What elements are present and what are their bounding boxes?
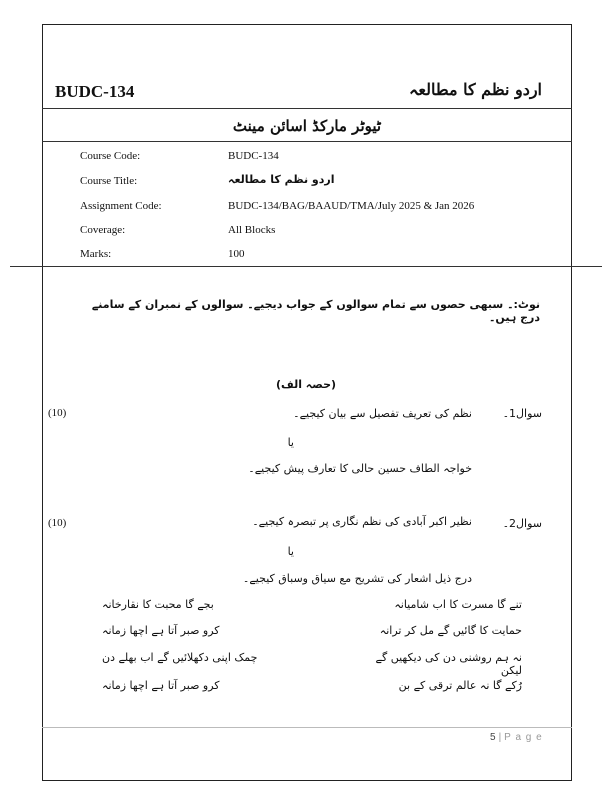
poem-line: کرو صبر آتا ہے اچھا زمانہ	[102, 679, 220, 692]
q1-marks: (10)	[48, 407, 67, 419]
poem-line: چمک اپنی دکھلائیں گے اب بھلے دن	[102, 651, 258, 664]
q1-text: نظم کی تعریف تفصیل سے بیان کیجیے۔	[293, 407, 472, 420]
assignment-code-value: BUDC-134/BAG/BAAUD/TMA/July 2025 & Jan 2026	[228, 200, 475, 212]
poem-couplet	[102, 598, 522, 618]
page-title: ٹیوٹر مارکڈ اسائن مینٹ	[232, 117, 382, 135]
header-course-title: اردو نظم کا مطالعہ	[409, 80, 542, 99]
q1-or: یا	[287, 436, 294, 449]
course-title-value: اردو نظم کا مطالعہ	[228, 173, 335, 186]
instructions-note: نوٹ:۔ سبھی حصوں سے تمام سوالوں کے جواب دیجیے۔ سوالوں کے نمبران کے سامنے درج ہیں۔	[91, 298, 540, 324]
q2-label: سوال2۔	[502, 517, 542, 530]
poem-line: بجے گا محبت کا نقارخانہ	[102, 598, 214, 611]
footer-divider	[42, 727, 572, 728]
poem-couplet	[102, 651, 522, 677]
footer-separator: |	[498, 732, 502, 743]
q2-text: نظیر اکبر آبادی کی نظم نگاری پر تبصرہ کیجیے۔	[252, 515, 472, 528]
page-word: P a g e	[504, 732, 543, 743]
header-course-code: BUDC-134	[55, 82, 135, 101]
coverage-label: Coverage:	[80, 224, 126, 236]
page-number: 5	[490, 732, 496, 743]
poem-couplet	[102, 679, 522, 699]
poem-line: کرو صبر آتا ہے اچھا زمانہ	[102, 624, 220, 637]
poem-line: نہ ہم روشنی دن کی دیکھیں گے لیکن	[375, 651, 522, 677]
coverage-value: All Blocks	[228, 224, 276, 236]
poem-couplet	[102, 624, 522, 644]
marks-label: Marks:	[80, 248, 112, 260]
poem-line: تنے گا مسرت کا اب شامیانہ	[394, 598, 522, 611]
q2-marks: (10)	[48, 517, 67, 529]
q2-or: یا	[287, 545, 294, 558]
poem-line: رُکے گا نہ عالم ترقی کے بن	[398, 679, 522, 692]
course-code-label: Course Code:	[80, 150, 141, 162]
title-divider	[42, 141, 572, 142]
course-code-value: BUDC-134	[228, 150, 279, 162]
assignment-code-label: Assignment Code:	[80, 200, 162, 212]
course-title-label: Course Title:	[80, 175, 138, 187]
poem-line: حمایت کا گائیں گے مل کر ترانہ	[379, 624, 522, 637]
header-divider	[42, 108, 572, 109]
q1-alt: خواجہ الطاف حسین حالی کا تعارف پیش کیجیے۔	[248, 462, 472, 475]
info-divider	[10, 266, 602, 267]
section-heading: (حصہ الف)	[275, 378, 337, 391]
page-footer	[490, 732, 543, 743]
marks-value: 100	[228, 248, 245, 260]
q2-alt: درج ذیل اشعار کی تشریح مع سیاق وسباق کیجیے۔	[242, 572, 472, 585]
q1-label: سوال1۔	[502, 407, 542, 420]
